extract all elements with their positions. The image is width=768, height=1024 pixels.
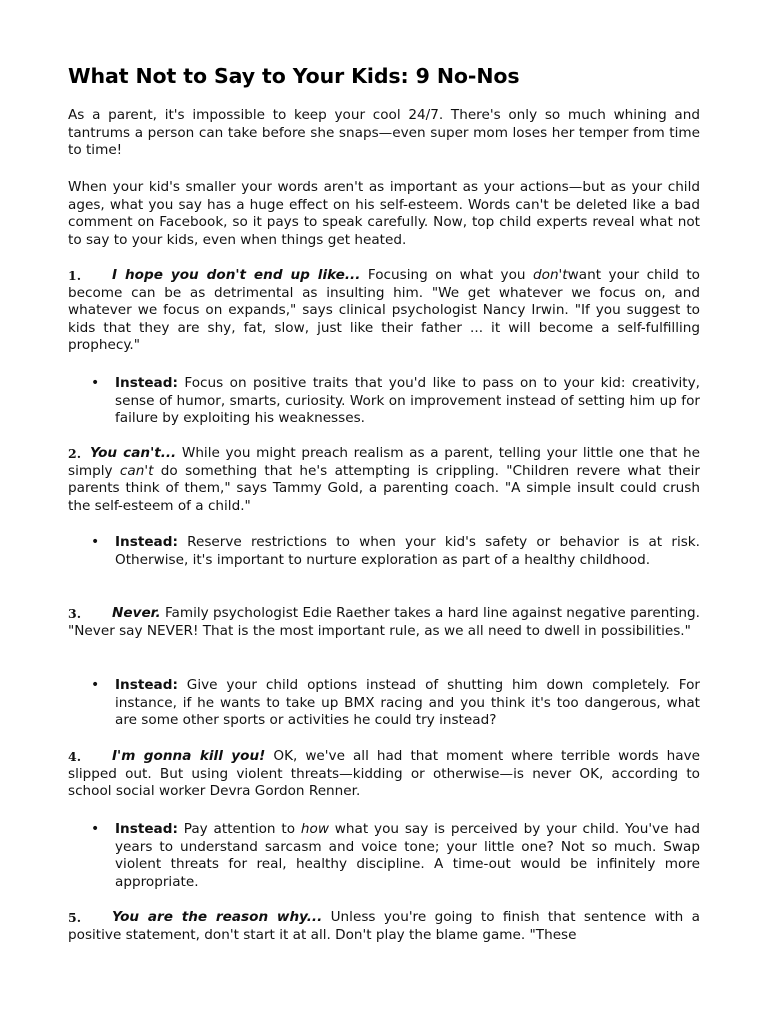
item-lead-phrase: I hope you don't end up like... xyxy=(112,267,361,283)
item-body-a: Family psychologist Edie Raether takes a hard line against negative parenting. "Never say NEVER! That is the most important rule, as we all need to dwell in possibilities." xyxy=(68,605,700,639)
item-number: 3. xyxy=(68,606,82,621)
intro-paragraph-2: When your kid's smaller your words aren't as important as your actions—but as your child ages, what you say has a huge effect on his self-esteem. Words can't be deleted like a bad comment on Facebook, so it pays to speak carefully. Now, top child experts reveal what not to say to your kids, even when things get heated. xyxy=(68,179,700,248)
list-item-3 xyxy=(68,605,700,640)
item-number: 1. xyxy=(68,268,82,283)
item-text xyxy=(68,445,700,515)
item-text xyxy=(68,909,700,944)
instead-label: Instead: xyxy=(115,677,178,693)
item-body-b: want your child to become can be as detrimental as insulting him. "We get whatever we focus on, and whatever we focus on expands," says clinical psychologist Nancy Irwin. "If you suggest to kids that they are shy, fat, slow, just like their father ... it will become a self-fulfilling prophecy." xyxy=(68,267,701,354)
item-text xyxy=(68,267,700,355)
item-emphasis: don't xyxy=(533,267,568,283)
item-lead-phrase: You can't... xyxy=(90,445,177,461)
item-emphasis: can't xyxy=(119,462,154,479)
item-lead-phrase: You are the reason why... xyxy=(112,909,323,925)
item-number: 2. xyxy=(68,446,82,461)
instead-emphasis: how xyxy=(300,821,329,837)
instead-text xyxy=(115,375,700,428)
item-number: 4. xyxy=(68,749,82,764)
instead-text xyxy=(115,677,700,730)
item-body-b: do something that he's attempting is crippling. "Children revere what their parents think of them," says Tammy Gold, a parenting coach. "A simple insult could crush the self-esteem of a child." xyxy=(68,462,700,514)
instead-label: Instead: xyxy=(115,534,178,550)
intro-paragraph-1: As a parent, it's impossible to keep your cool 24/7. There's only so much whining and tantrums a person can take before she snaps—even super mom loses her temper from time to time! xyxy=(68,107,700,159)
instead-bullet-2 xyxy=(91,534,700,569)
instead-body-b: what you say is perceived by your child. You've had years to understand sarcasm and voice tone; your little one? Not so much. Swap violent threats for real, healthy discipline. A time-out would be infinitely more appropriate. xyxy=(115,821,700,890)
instead-label: Instead: xyxy=(115,821,178,837)
list-item-4 xyxy=(68,748,700,801)
item-body-a: While you might preach realism as a parent, telling your little one that he simply xyxy=(68,445,701,479)
instead-body: Reserve restrictions to when your kid's safety or behavior is at risk. Otherwise, it's important to nurture exploration as part of a healthy childhood. xyxy=(115,534,700,568)
article-title: What Not to Say to Your Kids: 9 No-Nos xyxy=(68,64,520,88)
instead-bullet-4 xyxy=(91,821,700,891)
item-text xyxy=(68,605,700,640)
item-lead-phrase: Never. xyxy=(112,605,161,621)
list-item-5 xyxy=(68,909,700,944)
item-body-a: Unless you're going to finish that sentence with a positive statement, don't start it at all. Don't play the blame game. "These xyxy=(68,909,700,943)
instead-text xyxy=(115,821,700,891)
instead-body-a: Pay attention to xyxy=(177,821,301,837)
bullet-icon: • xyxy=(91,534,100,550)
instead-label: Instead: xyxy=(115,375,178,391)
bullet-icon: • xyxy=(91,375,100,391)
instead-bullet-3 xyxy=(91,677,700,730)
list-item-2 xyxy=(68,445,700,515)
instead-bullet-1 xyxy=(91,375,700,428)
item-body-a: Focusing on what you xyxy=(360,267,533,283)
instead-text xyxy=(115,534,700,569)
bullet-icon: • xyxy=(91,677,100,693)
item-text xyxy=(68,748,700,801)
bullet-icon: • xyxy=(91,821,100,837)
instead-body: Give your child options instead of shutting him down completely. For instance, if he wants to take up BMX racing and you think it's too dangerous, what are some other sports or activities he could try instead? xyxy=(115,677,700,729)
item-lead-phrase: I'm gonna kill you! xyxy=(112,748,266,764)
instead-body: Focus on positive traits that you'd like to pass on to your kid: creativity, sense of humor, smarts, curiosity. Work on improvement instead of setting him up for failure by exploiting his weaknesses. xyxy=(115,375,700,427)
item-body-a: OK, we've all had that moment where terrible words have slipped out. But using violent threats—kidding or otherwise—is never OK, according to school social worker Devra Gordon Renner. xyxy=(68,748,700,800)
item-number: 5. xyxy=(68,910,82,925)
list-item-1 xyxy=(68,267,700,355)
